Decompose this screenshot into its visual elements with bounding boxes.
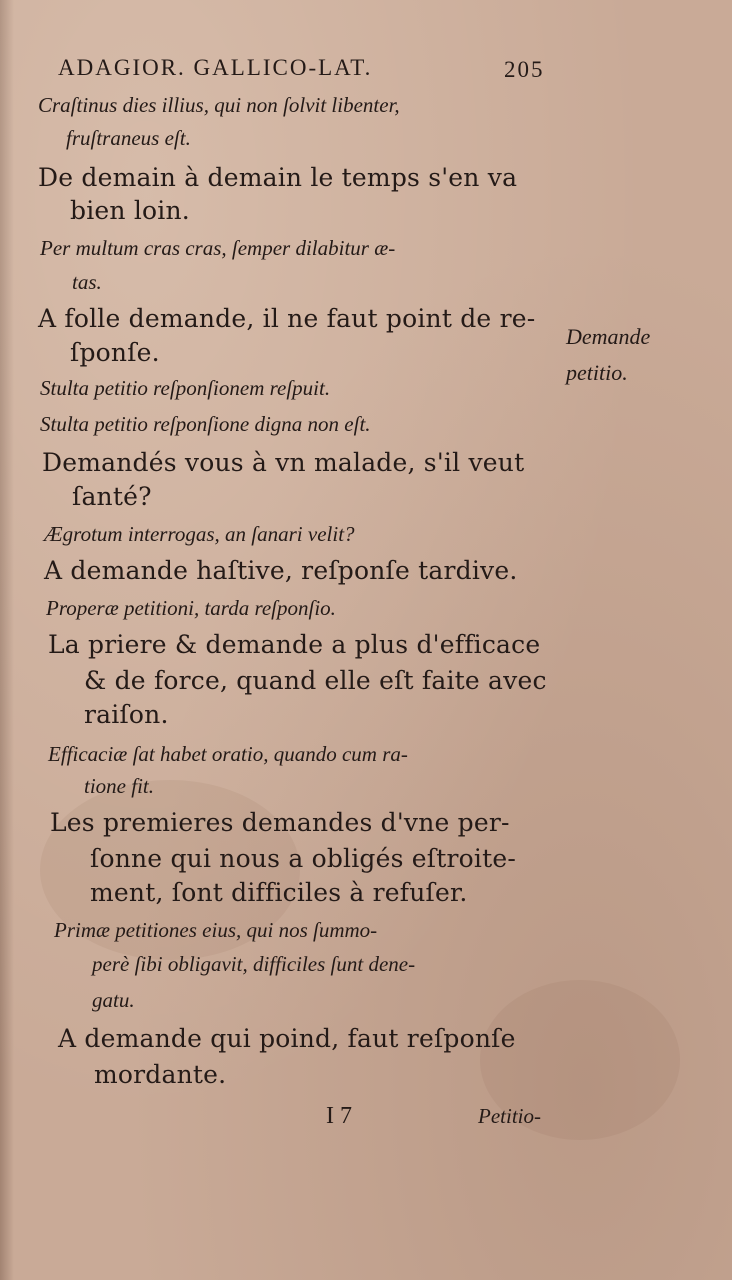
latin-line: perè ſibi obligavit, difficiles ſunt dene- xyxy=(92,952,416,976)
french-line: De demain à demain le temps s'en va xyxy=(38,163,518,192)
latin-line: Primæ petitiones eius, qui nos ſummo- xyxy=(54,918,378,942)
page-number: 205 xyxy=(504,57,545,82)
latin-line: Ægrotum interrogas, an ſanari velit? xyxy=(44,522,355,546)
french-line: ſonne qui nous a obligés eſtroite- xyxy=(90,844,516,873)
latin-line: fruſtraneus eſt. xyxy=(66,126,191,150)
french-line: raiſon. xyxy=(84,700,169,729)
latin-line: Efficaciæ ſat habet oratio, quando cum ra- xyxy=(48,742,408,766)
latin-line: Properæ petitioni, tarda reſponſio. xyxy=(46,596,336,620)
french-line: A demande haſtive, reſponſe tardive. xyxy=(44,556,518,585)
french-line: A demande qui poind, faut reſponſe xyxy=(58,1024,516,1053)
french-line: A folle demande, il ne faut point de re- xyxy=(38,304,536,333)
french-line: ſponſe. xyxy=(70,338,160,367)
catchword: Petitio- xyxy=(478,1104,541,1128)
latin-line: tas. xyxy=(72,270,102,294)
latin-line: Craſtinus dies illius, qui non ſolvit libenter, xyxy=(38,93,400,117)
french-line: ment, ſont difficiles à refuſer. xyxy=(90,878,468,907)
french-line: Demandés vous à vn malade, s'il veut xyxy=(42,448,525,477)
french-line: bien loin. xyxy=(70,196,190,225)
french-line: ſanté? xyxy=(72,482,152,511)
latin-line: tione fit. xyxy=(84,774,154,798)
latin-line: Per multum cras cras, ſemper dilabitur æ- xyxy=(40,236,396,260)
margin-note-line: petitio. xyxy=(566,360,628,385)
margin-note-line: Demande xyxy=(566,324,651,349)
french-line: mordante. xyxy=(94,1060,227,1089)
latin-line: Stulta petitio reſponſionem reſpuit. xyxy=(40,376,331,400)
latin-line: gatu. xyxy=(92,988,135,1012)
running-title: ADAGIOR. GALLICO-LAT. xyxy=(58,55,373,80)
french-line: La priere & demande a plus d'efficace xyxy=(48,630,541,659)
french-line: Les premieres demandes d'vne per- xyxy=(50,808,510,837)
latin-line: Stulta petitio reſponſione digna non eſt. xyxy=(40,412,371,436)
french-line: & de force, quand elle eſt faite avec xyxy=(84,666,547,695)
signature-mark: I 7 xyxy=(326,1103,352,1129)
